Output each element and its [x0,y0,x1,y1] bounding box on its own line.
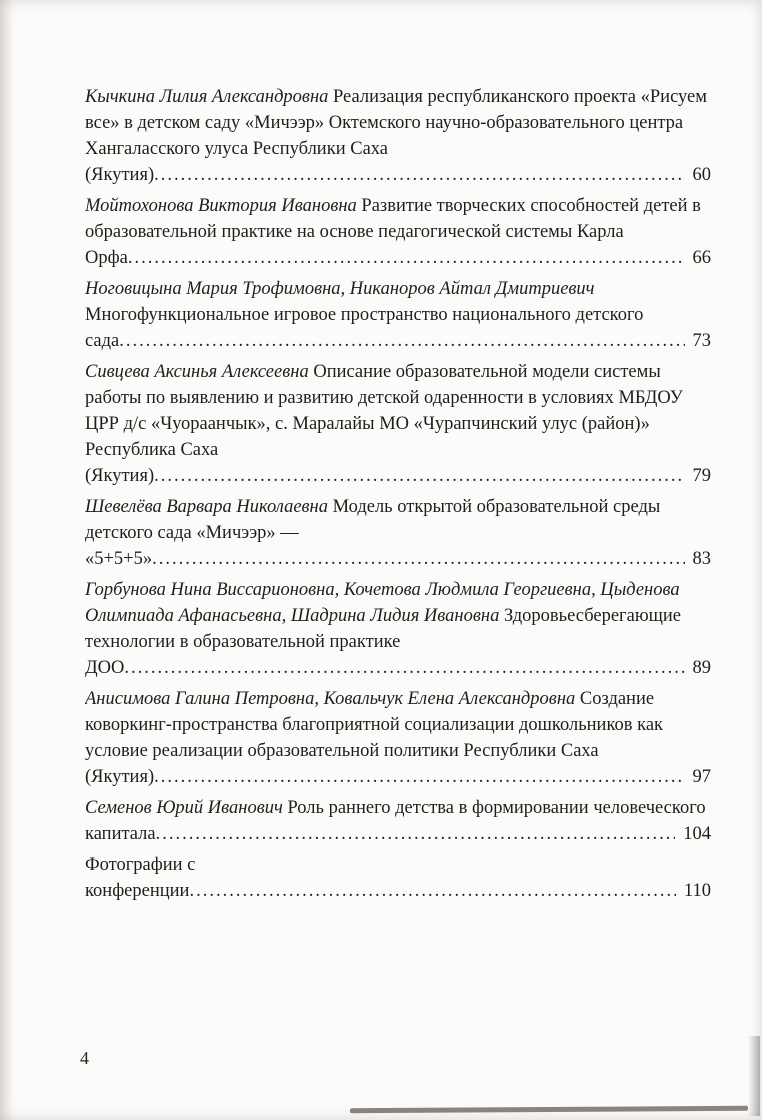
toc-entry-authors: Кычкина Лилия Александровна [85,87,334,107]
toc-entry-text [85,494,711,572]
dot-leader [154,165,711,185]
dot-leader [119,331,711,351]
toc-entry-title: Развитие творческих способностей детей в образовательной практике на основе педагогической системы Карла Орфа [85,196,701,268]
toc-entry-authors: Семенов Юрий Иванович [85,798,288,818]
toc-entry-page: 79 [685,463,712,489]
toc-entry-title: Роль раннего детства в формировании человеческого капитала [85,798,706,844]
toc-entry [85,852,711,904]
toc-entry-page: 73 [685,328,712,354]
toc-entry-page: 97 [685,764,712,790]
toc-entry-authors: Анисимова Галина Петровна, Ковальчук Елена Александровна [85,689,580,709]
dot-leader [128,248,711,268]
toc-entry [85,795,711,847]
toc-entry-page: 110 [676,878,711,904]
toc-entry [85,577,711,681]
toc-entry-title: Описание образовательной модели системы работы по выявлению и развитию детской одаренности в условиях МБДОУ ЦРР д/с «Чуораанчык», с. Маралайы МО «Чурапчинский улус (район)» Республика Саха (Якутия) [85,362,683,486]
dot-leader [189,881,711,901]
toc-entry-page: 66 [685,245,712,271]
dot-leader [154,767,711,787]
scan-edge-corner-shadow [748,1036,760,1116]
scan-edge-dark-streak [350,1106,748,1113]
toc-entry-title: Создание коворкинг-пространства благоприятной социализации дошкольников как условие реализации образовательной политики Республики Саха (Якутия) [85,689,664,787]
toc-entry-title: Здоровьесберегающие технологии в образовательной практике ДОО [85,606,682,678]
toc-entry-title: Модель открытой образовательной среды детского сада «Мичээр» — «5+5+5» [85,497,661,569]
toc-entry-authors: Сивцева Аксинья Алексеевна [85,362,314,382]
toc-entry [85,193,711,271]
toc-entry-text [85,686,711,790]
toc-list [85,84,711,909]
toc-entry-text [85,795,711,847]
toc-entry-page: 60 [685,162,712,188]
scan-shadow-left [0,0,14,1120]
toc-entry-title: Многофункциональное игровое пространство национального детского сада [85,305,644,351]
dot-leader [154,466,711,486]
toc-entry-page: 89 [685,655,712,681]
page-number: 4 [80,1048,89,1068]
toc-entry-page: 83 [685,546,712,572]
toc-entry-title: Фотографии с конференции [85,855,196,901]
toc-entry-page: 104 [675,821,711,847]
toc-entry-text [85,276,711,354]
toc-entry [85,359,711,489]
toc-entry-text [85,577,711,681]
dot-leader [152,549,711,569]
toc-entry-text [85,852,711,904]
toc-entry-text [85,193,711,271]
toc-entry-authors: Горбунова Нина Виссарионовна, Кочетова Людмила Георгиевна, Цыденова Олимпиада Афанасьевна, Шадрина Лидия Ивановна [85,580,680,626]
toc-entry-text [85,359,711,489]
toc-entry [85,84,711,188]
toc-entry-title: Реализация республиканского проекта «Рисуем все» в детском саду «Мичээр» Октемского научно-образовательного центра Хангаласского улуса Республики Саха (Якутия) [85,87,707,185]
dot-leader [124,658,711,678]
toc-entry [85,494,711,572]
toc-entry-authors: Мойтохонова Виктория Ивановна [85,196,362,216]
toc-entry-authors: Ноговицына Мария Трофимовна, Никаноров Айтал Дмитриевич [85,279,595,299]
toc-entry-text [85,84,711,188]
toc-entry [85,276,711,354]
toc-entry-authors: Шевелёва Варвара Николаевна [85,497,333,517]
toc-entry [85,686,711,790]
dot-leader [156,824,711,844]
